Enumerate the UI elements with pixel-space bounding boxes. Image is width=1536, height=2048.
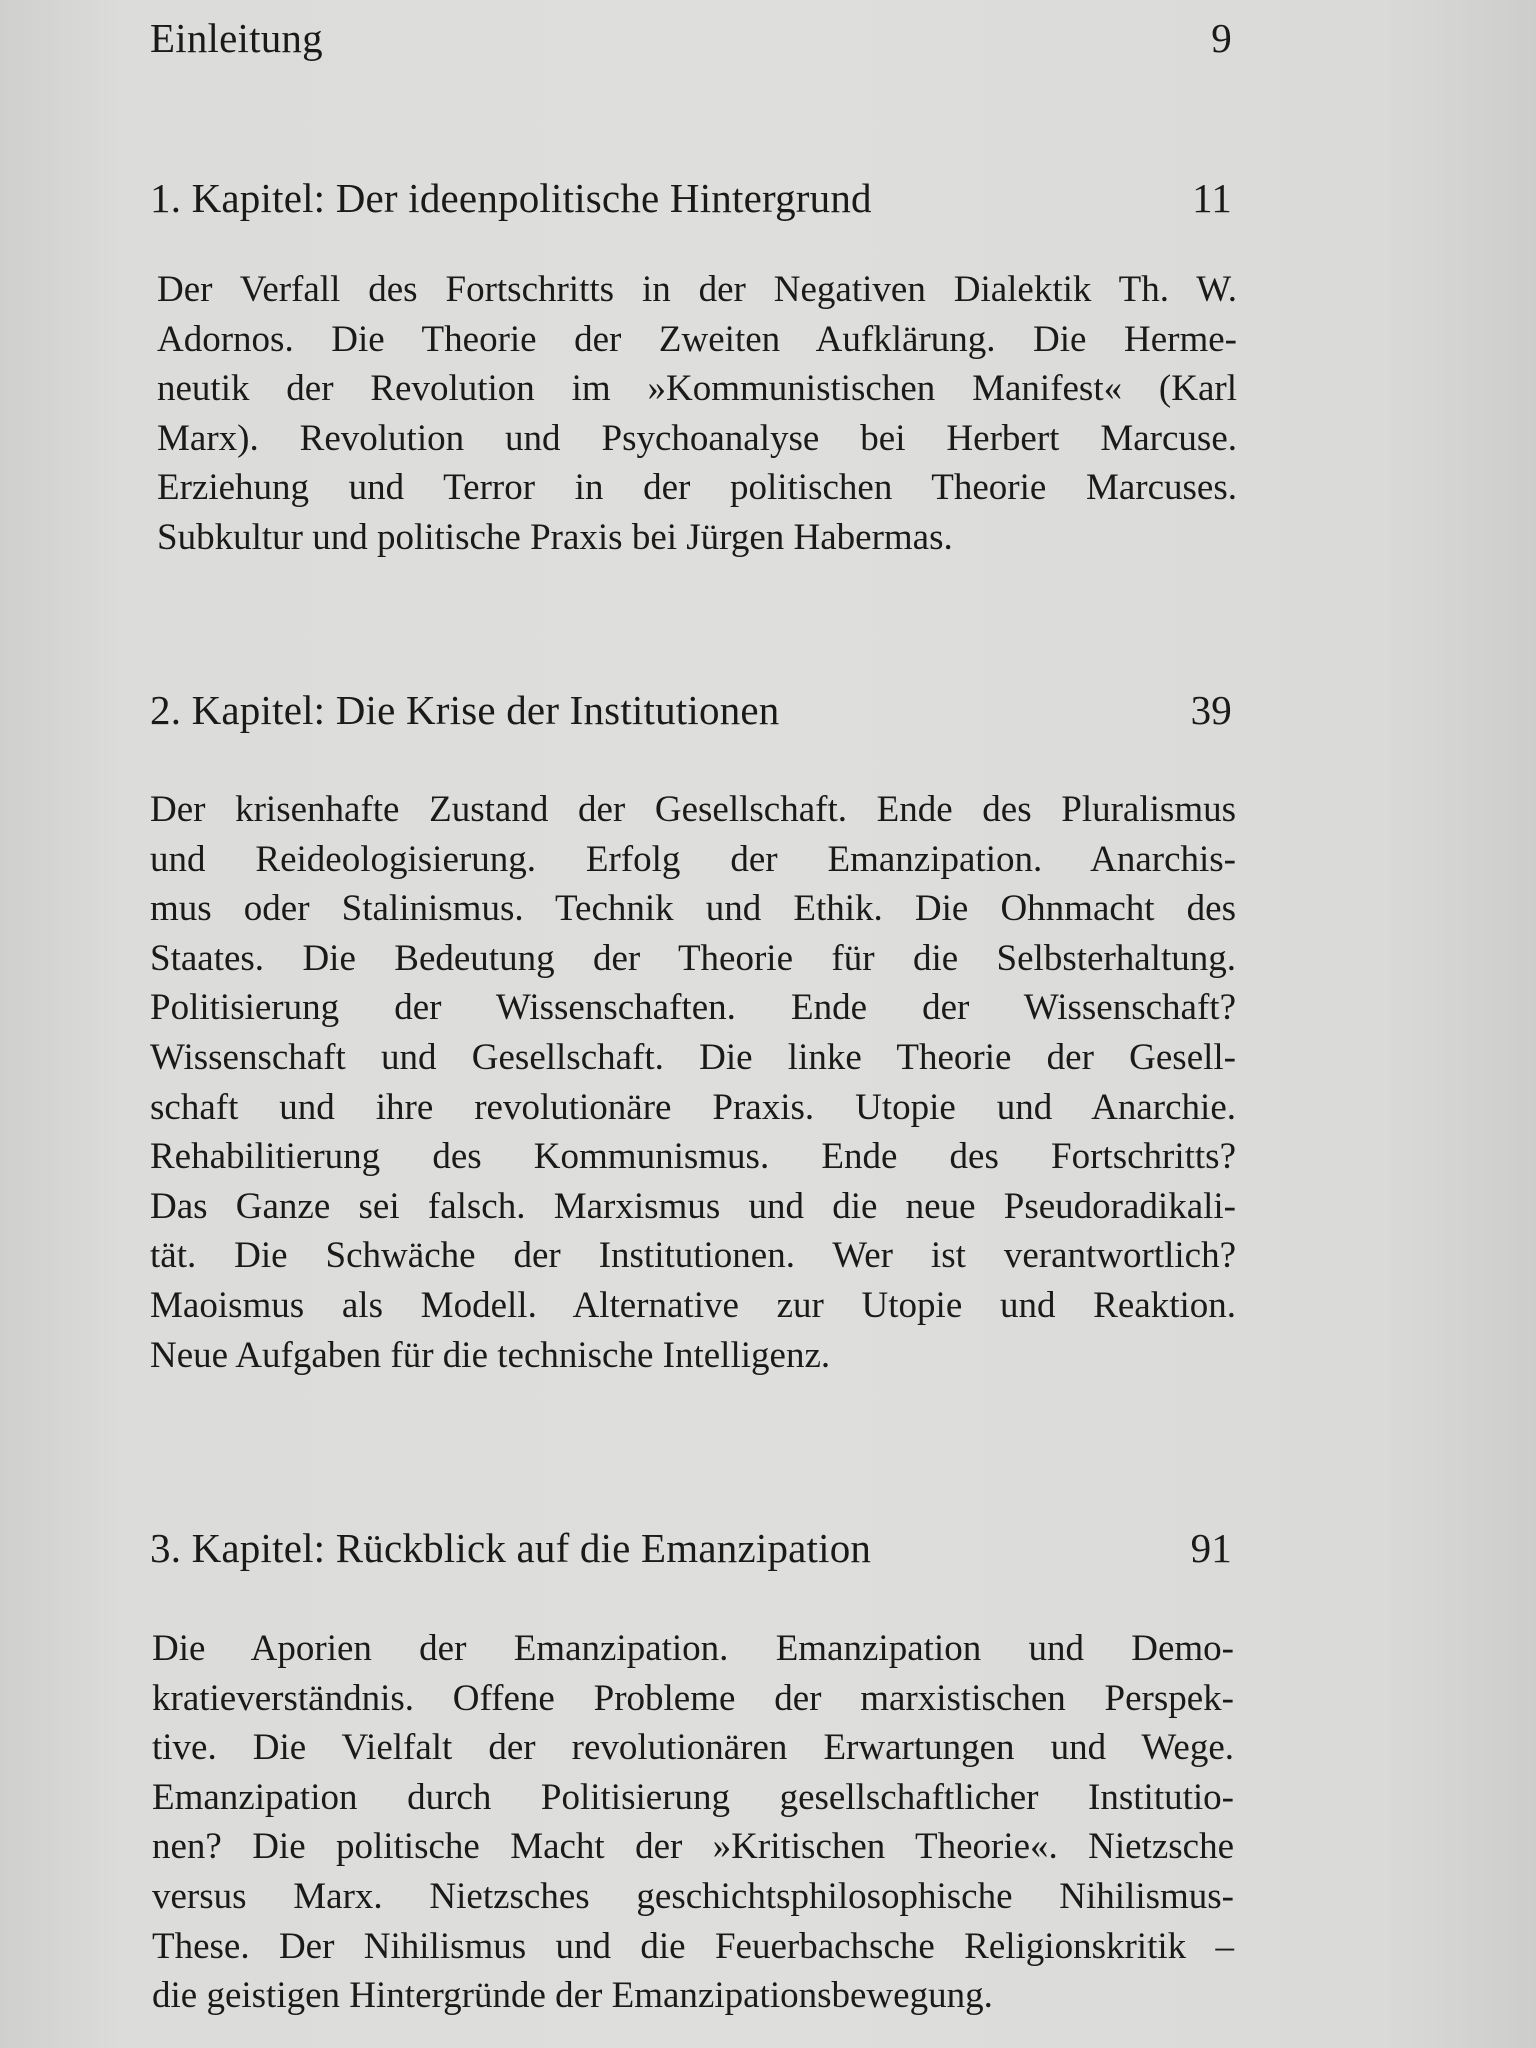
chapter-title: 1. Kapitel: Der ideenpolitische Hintergrund	[150, 175, 872, 221]
summary-line: Wissenschaft und Gesellschaft. Die linke Theorie der Gesell-	[150, 1036, 1236, 1078]
chapter-2-summary	[150, 785, 1236, 1380]
summary-line: Subkultur und politische Praxis bei Jürgen Habermas.	[157, 516, 953, 558]
summary-line: Marx). Revolution und Psychoanalyse bei Herbert Marcuse.	[157, 417, 1237, 459]
summary-line: Staates. Die Bedeutung der Theorie für die Selbsterhaltung.	[150, 937, 1236, 979]
summary-line: und Reideologisierung. Erfolg der Emanzipation. Anarchis-	[150, 838, 1236, 880]
toc-entry-intro	[150, 15, 1232, 61]
summary-line: Politisierung der Wissenschaften. Ende der Wissenschaft?	[150, 987, 1236, 1029]
summary-line: mus oder Stalinismus. Technik und Ethik. Die Ohnmacht des	[150, 888, 1236, 930]
chapter-page: 91	[1190, 1525, 1232, 1571]
summary-line: Das Ganze sei falsch. Marxismus und die neue Pseudoradikali-	[150, 1185, 1236, 1227]
summary-line: Maoismus als Modell. Alternative zur Utopie und Reaktion.	[150, 1284, 1236, 1326]
chapter-3-summary	[152, 1624, 1234, 2021]
summary-line: These. Der Nihilismus und die Feuerbachsche Religionskritik –	[152, 1925, 1234, 1967]
toc-entry-chapter-1	[150, 175, 1232, 221]
summary-line: Die Aporien der Emanzipation. Emanzipation und Demo-	[152, 1628, 1234, 1669]
summary-line: Rehabilitierung des Kommunismus. Ende des Fortschritts?	[150, 1136, 1236, 1178]
summary-line: Adornos. Die Theorie der Zweiten Aufklärung. Die Herme-	[157, 318, 1237, 360]
summary-line: Erziehung und Terror in der politischen Theorie Marcuses.	[157, 467, 1237, 509]
summary-line: tät. Die Schwäche der Institutionen. Wer ist verantwortlich?	[150, 1235, 1236, 1277]
summary-line: tive. Die Vielfalt der revolutionären Erwartungen und Wege.	[152, 1727, 1234, 1769]
summary-line: Neue Aufgaben für die technische Intelligenz.	[150, 1334, 831, 1376]
toc-entry-chapter-3	[150, 1525, 1232, 1571]
summary-line: nen? Die politische Macht der »Kritischen Theorie«. Nietzsche	[152, 1826, 1234, 1868]
toc-entry-page: 9	[1211, 15, 1232, 61]
chapter-1-summary	[157, 265, 1237, 563]
summary-line: schaft und ihre revolutionäre Praxis. Utopie und Anarchie.	[150, 1086, 1236, 1128]
toc-entry-title: Einleitung	[150, 15, 323, 61]
chapter-title: 2. Kapitel: Die Krise der Institutionen	[150, 687, 780, 733]
summary-line: kratieverständnis. Offene Probleme der marxistischen Perspek-	[152, 1677, 1234, 1719]
chapter-title: 3. Kapitel: Rückblick auf die Emanzipation	[150, 1525, 872, 1571]
summary-line: die geistigen Hintergründe der Emanzipationsbewegung.	[152, 1975, 993, 2017]
summary-line: Der Verfall des Fortschritts in der Negativen Dialektik Th. W.	[157, 269, 1237, 310]
toc-entry-chapter-2	[150, 687, 1232, 733]
summary-line: Emanzipation durch Politisierung gesellschaftlicher Institutio-	[152, 1776, 1234, 1818]
summary-line: Der krisenhafte Zustand der Gesellschaft. Ende des Pluralismus	[150, 789, 1236, 830]
summary-line: versus Marx. Nietzsches geschichtsphilosophische Nihilismus-	[152, 1875, 1234, 1917]
summary-line: neutik der Revolution im »Kommunistischen Manifest« (Karl	[157, 368, 1237, 410]
chapter-page: 11	[1192, 175, 1232, 221]
chapter-page: 39	[1190, 687, 1232, 733]
